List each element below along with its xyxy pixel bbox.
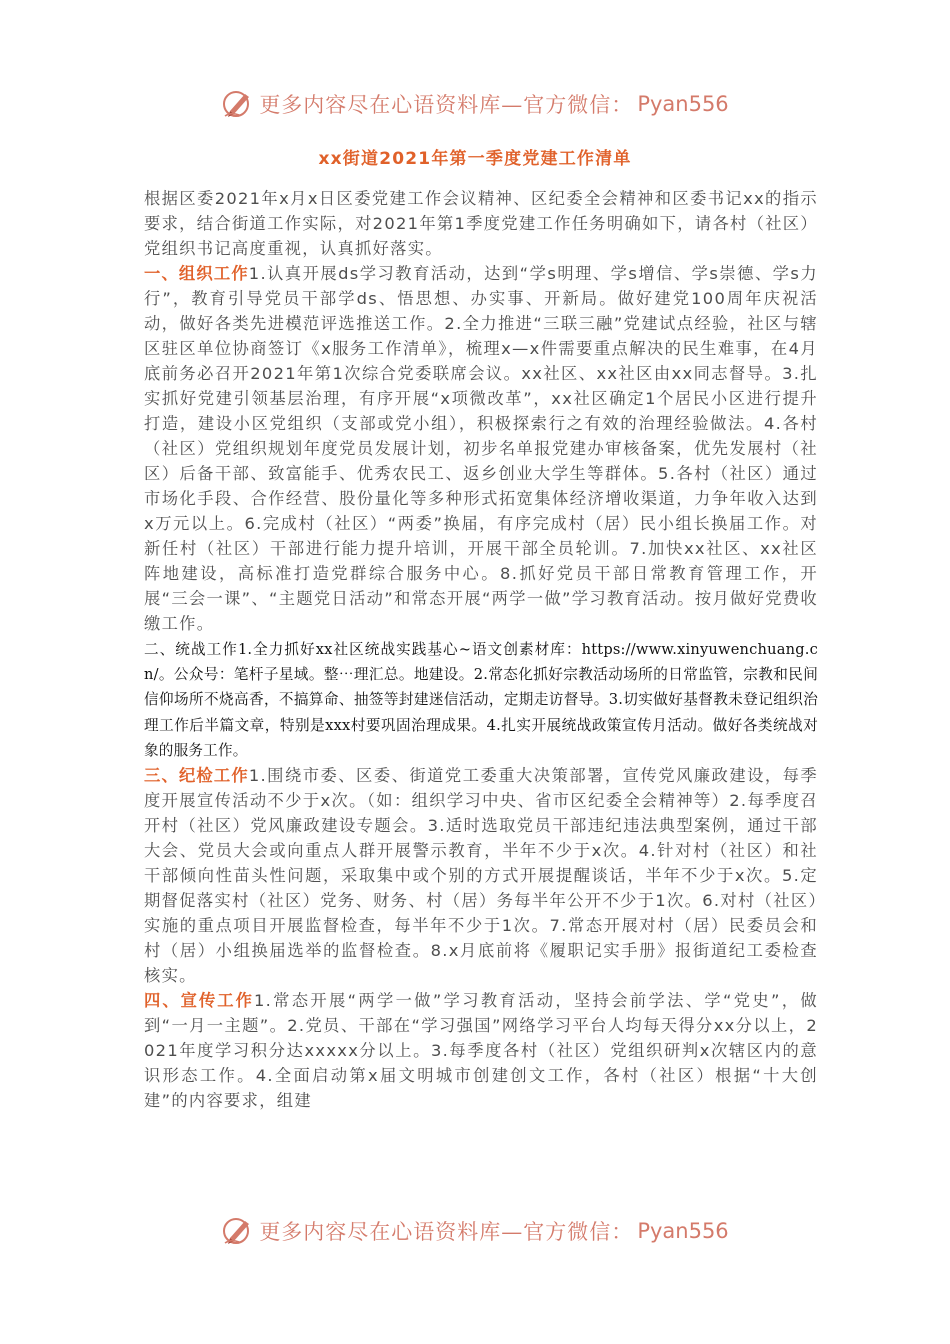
section-body: 1.常态开展“两学一做”学习教育活动，坚持会前学法、学“党史”，做到“一月一主题”。2.党员、干部在“学习强国”网络学习平台人均每天得分xx分以上，2021年度学习积分达xxxxx分以上。3.每季度各村（社区）党组织研判x次辖区内的意识形态工作。4.全面启动第x届文明城市创建创文工作，各村（社区）根据“十大创建”的内容要求，组建 [144,991,818,1111]
section-body: 1.围绕市委、区委、街道党工委重大决策部署，宣传党风廉政建设，每季度开展宣传活动不少于x次。（如：组织学习中央、省市区纪委全会精神等）2.每季度召开村（社区）党风廉政建设专题会。3.适时选取党员干部违纪违法典型案例，通过干部大会、党员大会或向重点人群开展警示教育，半年不少于x次。4.针对村（社区）和社干部倾向性苗头性问题，采取集中或个别的方式开展提醒谈话，半年不少于x次。5.定期督促落实村（社区）党务、财务、村（居）务每半年公开不少于1次。6.对村（社区）实施的重点项目开展监督检查，每半年不少于1次。7.常态开展对村（居）民委员会和村（居）小组换届选举的监督检查。8.x月底前将《履职记实手册》报街道纪工委检查核实。 [144,766,818,986]
watermark-banner-bottom [0,1207,950,1255]
section-discipline [144,763,818,988]
section-heading: 四、宣传工作 [144,991,254,1011]
watermark-text: 更多内容尽在心语资料库—官方微信： [259,93,634,117]
document-title: xx街道2021年第一季度党建工作清单 [318,149,632,169]
section-heading: 二、统战工作 [144,641,238,658]
watermark-text: 更多内容尽在心语资料库—官方微信： [259,1220,634,1244]
section-body: 1.认真开展ds学习教育活动，达到“学s明理、学s增信、学s崇德、学s力行”，教育引导党员干部学ds、悟思想、办实事、开新局。做好建党100周年庆祝活动，做好各类先进模范评选推送工作。2.全力推进“三联三融”党建试点经验，社区与辖区驻区单位协商签订《x服务工作清单》，梳理x—x件需要重点解决的民生难事，在4月底前务必召开2021年第1次综合党委联席会议。xx社区、xx社区由xx同志督导。3.扎实抓好党建引领基层治理，有序开展“x项微改革”，xx社区确定1个居民小区进行提升打造，建设小区党组织（支部或党小组），积极探索行之有效的治理经验做法。4.各村（社区）党组织规划年度党员发展计划，初步名单报党建办审核备案，优先发展村（社区）后备干部、致富能手、优秀农民工、返乡创业大学生等群体。5.各村（社区）通过市场化手段、合作经营、股份量化等多种形式拓宽集体经济增收渠道，力争年收入达到x万元以上。6.完成村（社区）“两委”换届，有序完成村（居）民小组长换届工作。对新任村（社区）干部进行能力提升培训，开展干部全员轮训。7.加快xx社区、xx社区阵地建设，高标准打造党群综合服务中心。8.抓好党员干部日常教育管理工作，开展“三会一课”、“主题党日活动”和常态开展“两学一做”学习教育活动。按月做好党费收缴工作。 [144,264,818,633]
watermark-wechat-id: Pyan556 [637,92,729,116]
watermark-banner-top [0,80,950,128]
section-publicity [144,988,818,1113]
pen-logo-icon [221,1214,255,1248]
section-organization [144,261,818,636]
section-heading: 三、纪检工作 [144,766,249,786]
intro-paragraph: 根据区委2021年x月x日区委党建工作会议精神、区纪委全会精神和区委书记xx的指示要求，结合街道工作实际，对2021年第1季度党建工作任务明确如下，请各村（社区）党组织书记高度重视，认真抓好落实。 [144,189,818,258]
section-united-front [144,637,818,763]
pen-logo-icon [221,87,255,121]
document-body [144,186,818,1113]
watermark-wechat-id: Pyan556 [637,1219,729,1243]
section-heading: 一、组织工作 [144,264,249,283]
section-body: 1.全力抓好xx社区统战实践基心~语文创素材库：https://www.xinyuwenchuang.cn/。公众号：笔杆子星域。整⋯理汇总。地建设。2.常态化抓好宗教活动场所的日常监管，宗教和民间信仰场所不烧高香，不搞算命、抽签等封建迷信活动，定期走访督导。3.切实做好基督教未登记组织治理工作后半篇文章，特别是xxx村要巩固治理成果。4.扎实开展统战政策宣传月活动。做好各类统战对象的服务工作。 [144,641,818,759]
